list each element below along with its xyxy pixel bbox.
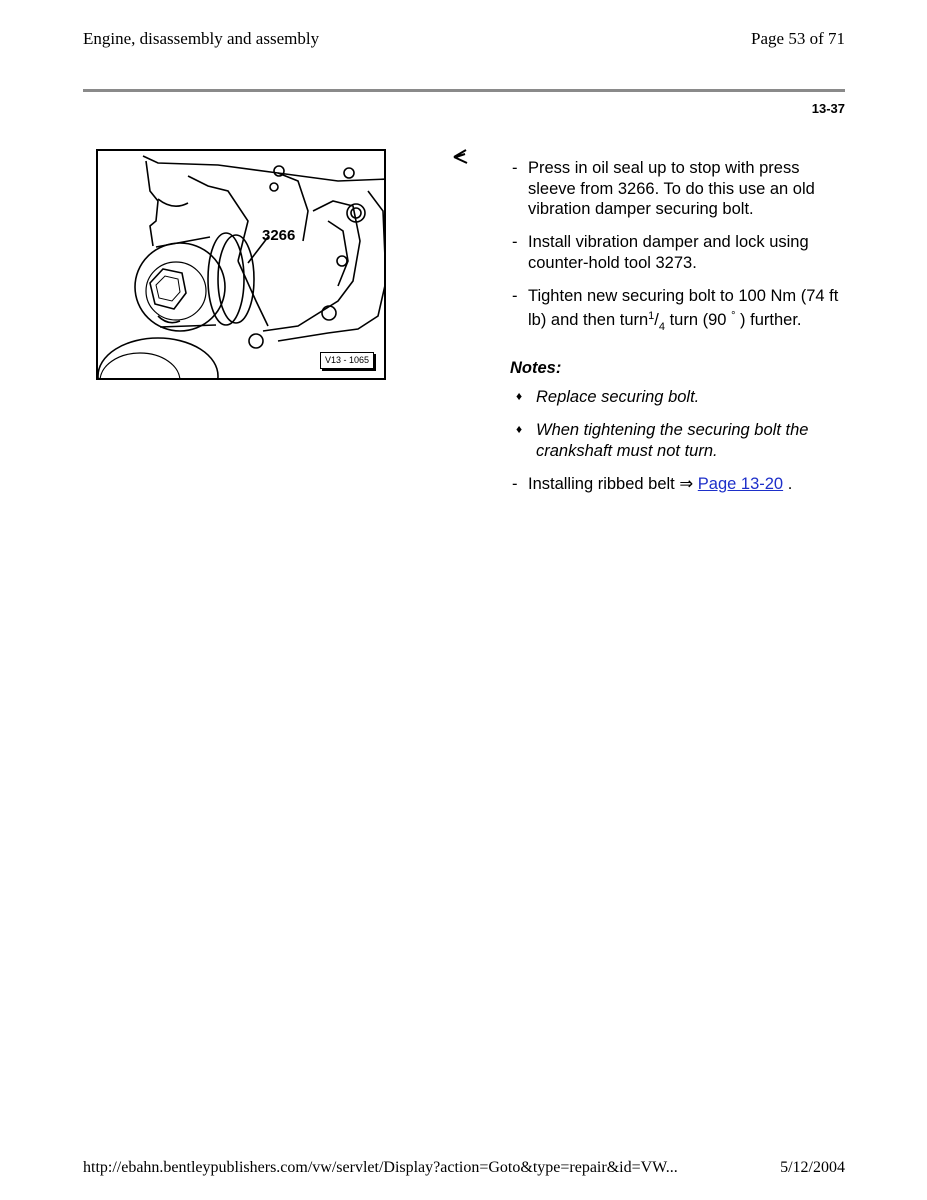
note-text: When tightening the securing bolt the crankshaft must not turn. xyxy=(536,421,809,460)
engine-line-drawing xyxy=(98,151,386,380)
note-item xyxy=(510,387,840,408)
step-text: Press in oil seal up to stop with press sleeve from 3266. To do this use an old vibration damper securing bolt. xyxy=(528,159,815,218)
step-text-after: ) further. xyxy=(735,311,802,329)
header-title: Engine, disassembly and assembly xyxy=(83,29,320,48)
page-reference-link[interactable]: Page 13-20 xyxy=(697,474,784,493)
step-press-oil-seal xyxy=(510,158,840,220)
step-dash: - xyxy=(512,159,518,177)
step-install-ribbed-belt xyxy=(510,474,840,495)
notes-heading: Notes: xyxy=(510,358,562,377)
step-text: Installing ribbed belt xyxy=(528,474,675,493)
tool-number-label: 3266 xyxy=(262,227,296,244)
right-arrow-icon: ⇒ xyxy=(679,474,694,493)
step-dash: - xyxy=(512,474,518,493)
fraction-numerator: 1 xyxy=(648,310,655,322)
engine-illustration xyxy=(96,149,386,380)
degree-symbol: ° xyxy=(731,310,736,322)
diamond-bullet-icon: ♦ xyxy=(516,389,523,403)
section-number: 13-37 xyxy=(811,101,845,116)
note-text: Replace securing bolt. xyxy=(536,388,700,406)
step-suffix: . xyxy=(783,474,793,493)
diamond-bullet-icon: ♦ xyxy=(516,422,523,436)
header-divider xyxy=(83,89,845,92)
fraction-denominator: 4 xyxy=(658,321,666,333)
footer-date: 5/12/2004 xyxy=(780,1159,845,1176)
figure-code: V13 - 1065 xyxy=(320,352,374,369)
step-dash: - xyxy=(512,233,518,251)
footer-url: http://ebahn.bentleypublishers.com/vw/servlet/Display?action=Goto&type=repair&id=VW... xyxy=(83,1159,678,1176)
fraction-separator: / xyxy=(654,311,659,329)
step-tighten-bolt xyxy=(510,286,840,338)
step-text-before: Tighten new securing bolt to 100 Nm (74 ft lb) and then turn xyxy=(528,286,839,329)
note-item xyxy=(510,420,840,461)
instructions xyxy=(510,158,840,507)
step-install-damper xyxy=(510,232,840,273)
step-text-middle: turn (90 xyxy=(665,311,732,329)
step-text: Install vibration damper and lock using counter-hold tool 3273. xyxy=(528,233,809,272)
step-dash: - xyxy=(512,286,518,305)
pointer-arrow-icon xyxy=(452,148,470,166)
page-indicator: Page 53 of 71 xyxy=(751,29,845,48)
